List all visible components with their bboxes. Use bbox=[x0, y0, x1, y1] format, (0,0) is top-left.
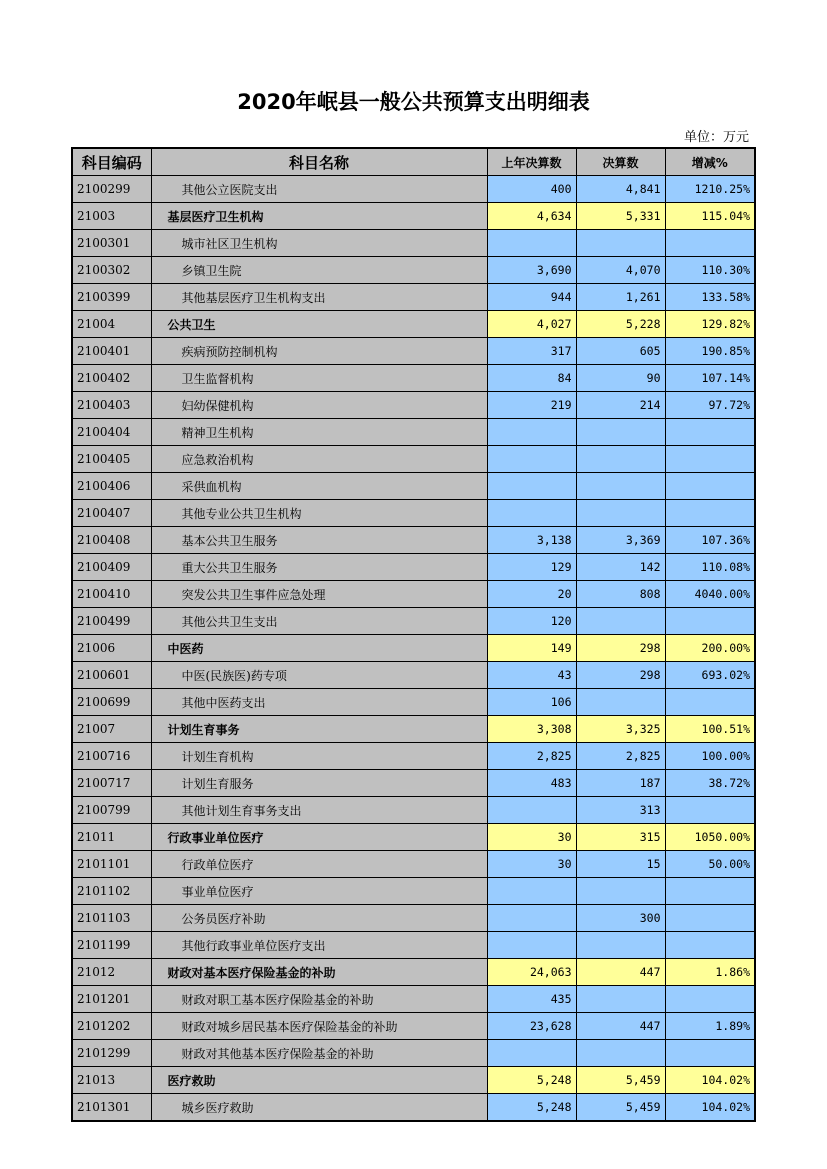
table-row bbox=[72, 716, 755, 743]
row-change-percent: 110.30% bbox=[665, 257, 755, 284]
budget-table bbox=[71, 147, 756, 1122]
row-name: 事业单位医疗 bbox=[151, 878, 487, 905]
row-name: 城乡医疗救助 bbox=[151, 1094, 487, 1122]
row-change-percent: 50.00% bbox=[665, 851, 755, 878]
table-row bbox=[72, 635, 755, 662]
row-code: 2101301 bbox=[72, 1094, 151, 1122]
row-prev-value: 20 bbox=[487, 581, 576, 608]
row-change-percent bbox=[665, 608, 755, 635]
row-actual-value: 187 bbox=[576, 770, 665, 797]
row-code: 2100408 bbox=[72, 527, 151, 554]
row-change-percent: 97.72% bbox=[665, 392, 755, 419]
row-actual-value bbox=[576, 230, 665, 257]
row-code: 21006 bbox=[72, 635, 151, 662]
row-actual-value: 90 bbox=[576, 365, 665, 392]
row-actual-value: 315 bbox=[576, 824, 665, 851]
row-change-percent bbox=[665, 797, 755, 824]
table-row bbox=[72, 932, 755, 959]
row-prev-value bbox=[487, 473, 576, 500]
row-actual-value: 5,331 bbox=[576, 203, 665, 230]
row-name: 精神卫生机构 bbox=[151, 419, 487, 446]
row-prev-value: 5,248 bbox=[487, 1094, 576, 1122]
row-name: 其他专业公共卫生机构 bbox=[151, 500, 487, 527]
row-prev-value: 5,248 bbox=[487, 1067, 576, 1094]
row-code: 2100402 bbox=[72, 365, 151, 392]
row-actual-value: 3,325 bbox=[576, 716, 665, 743]
row-actual-value: 4,841 bbox=[576, 176, 665, 203]
row-name: 计划生育事务 bbox=[151, 716, 487, 743]
table-row bbox=[72, 986, 755, 1013]
row-actual-value: 808 bbox=[576, 581, 665, 608]
row-name: 公务员医疗补助 bbox=[151, 905, 487, 932]
row-name: 城市社区卫生机构 bbox=[151, 230, 487, 257]
row-name: 行政单位医疗 bbox=[151, 851, 487, 878]
row-change-percent: 107.36% bbox=[665, 527, 755, 554]
row-actual-value: 15 bbox=[576, 851, 665, 878]
row-change-percent: 104.02% bbox=[665, 1094, 755, 1122]
row-actual-value bbox=[576, 689, 665, 716]
table-row bbox=[72, 203, 755, 230]
row-code: 2100404 bbox=[72, 419, 151, 446]
table-row bbox=[72, 824, 755, 851]
unit-label: 单位：万元 bbox=[683, 130, 749, 145]
row-name: 疾病预防控制机构 bbox=[151, 338, 487, 365]
row-prev-value: 43 bbox=[487, 662, 576, 689]
row-actual-value: 5,228 bbox=[576, 311, 665, 338]
row-name: 妇幼保健机构 bbox=[151, 392, 487, 419]
table-row bbox=[72, 851, 755, 878]
row-prev-value: 149 bbox=[487, 635, 576, 662]
row-name: 突发公共卫生事件应急处理 bbox=[151, 581, 487, 608]
row-change-percent: 100.00% bbox=[665, 743, 755, 770]
row-code: 2100403 bbox=[72, 392, 151, 419]
table-body bbox=[72, 176, 755, 1122]
table-row bbox=[72, 905, 755, 932]
row-prev-value: 944 bbox=[487, 284, 576, 311]
row-prev-value: 23,628 bbox=[487, 1013, 576, 1040]
row-code: 2101102 bbox=[72, 878, 151, 905]
table-row bbox=[72, 338, 755, 365]
row-change-percent: 1050.00% bbox=[665, 824, 755, 851]
table-row bbox=[72, 743, 755, 770]
row-name: 乡镇卫生院 bbox=[151, 257, 487, 284]
header-prev: 上年决算数 bbox=[487, 148, 576, 176]
row-name: 卫生监督机构 bbox=[151, 365, 487, 392]
row-change-percent: 107.14% bbox=[665, 365, 755, 392]
row-code: 2101101 bbox=[72, 851, 151, 878]
row-prev-value bbox=[487, 905, 576, 932]
row-change-percent: 1.86% bbox=[665, 959, 755, 986]
row-actual-value: 298 bbox=[576, 662, 665, 689]
row-name: 基本公共卫生服务 bbox=[151, 527, 487, 554]
row-change-percent bbox=[665, 500, 755, 527]
row-name: 财政对其他基本医疗保险基金的补助 bbox=[151, 1040, 487, 1067]
row-name: 其他行政事业单位医疗支出 bbox=[151, 932, 487, 959]
table-row bbox=[72, 608, 755, 635]
row-change-percent: 100.51% bbox=[665, 716, 755, 743]
row-change-percent: 104.02% bbox=[665, 1067, 755, 1094]
row-change-percent: 190.85% bbox=[665, 338, 755, 365]
row-code: 21003 bbox=[72, 203, 151, 230]
row-actual-value bbox=[576, 608, 665, 635]
row-change-percent: 38.72% bbox=[665, 770, 755, 797]
row-name: 公共卫生 bbox=[151, 311, 487, 338]
row-name: 医疗救助 bbox=[151, 1067, 487, 1094]
table-row bbox=[72, 689, 755, 716]
row-prev-value: 219 bbox=[487, 392, 576, 419]
row-code: 2101201 bbox=[72, 986, 151, 1013]
row-change-percent bbox=[665, 905, 755, 932]
row-name: 基层医疗卫生机构 bbox=[151, 203, 487, 230]
row-code: 21013 bbox=[72, 1067, 151, 1094]
row-actual-value: 5,459 bbox=[576, 1067, 665, 1094]
table-row bbox=[72, 176, 755, 203]
row-change-percent bbox=[665, 932, 755, 959]
row-actual-value bbox=[576, 986, 665, 1013]
row-actual-value: 605 bbox=[576, 338, 665, 365]
row-prev-value: 106 bbox=[487, 689, 576, 716]
row-prev-value bbox=[487, 797, 576, 824]
table-row bbox=[72, 473, 755, 500]
row-actual-value bbox=[576, 419, 665, 446]
header-code: 科目编码 bbox=[72, 148, 151, 176]
page-title: 2020年岷县一般公共预算支出明细表 bbox=[237, 90, 590, 114]
row-name: 其他计划生育事务支出 bbox=[151, 797, 487, 824]
row-actual-value bbox=[576, 446, 665, 473]
row-prev-value bbox=[487, 419, 576, 446]
row-name: 财政对城乡居民基本医疗保险基金的补助 bbox=[151, 1013, 487, 1040]
row-prev-value: 3,138 bbox=[487, 527, 576, 554]
row-change-percent bbox=[665, 1040, 755, 1067]
row-code: 21011 bbox=[72, 824, 151, 851]
row-code: 21004 bbox=[72, 311, 151, 338]
row-change-percent bbox=[665, 446, 755, 473]
row-code: 2100717 bbox=[72, 770, 151, 797]
row-prev-value: 30 bbox=[487, 851, 576, 878]
row-name: 重大公共卫生服务 bbox=[151, 554, 487, 581]
table-row bbox=[72, 365, 755, 392]
row-change-percent bbox=[665, 986, 755, 1013]
row-code: 2101299 bbox=[72, 1040, 151, 1067]
row-name: 计划生育机构 bbox=[151, 743, 487, 770]
row-code: 2100716 bbox=[72, 743, 151, 770]
header-name: 科目名称 bbox=[151, 148, 487, 176]
row-prev-value: 84 bbox=[487, 365, 576, 392]
row-name: 中医(民族医)药专项 bbox=[151, 662, 487, 689]
table-row bbox=[72, 581, 755, 608]
table-row bbox=[72, 257, 755, 284]
header-change: 增减% bbox=[665, 148, 755, 176]
table-row bbox=[72, 1040, 755, 1067]
row-name: 财政对基本医疗保险基金的补助 bbox=[151, 959, 487, 986]
row-code: 2100299 bbox=[72, 176, 151, 203]
row-code: 2100799 bbox=[72, 797, 151, 824]
row-actual-value: 447 bbox=[576, 959, 665, 986]
row-code: 2101103 bbox=[72, 905, 151, 932]
table-row bbox=[72, 527, 755, 554]
row-name: 其他基层医疗卫生机构支出 bbox=[151, 284, 487, 311]
row-actual-value: 142 bbox=[576, 554, 665, 581]
row-code: 2100405 bbox=[72, 446, 151, 473]
row-code: 2100499 bbox=[72, 608, 151, 635]
header-actual: 决算数 bbox=[576, 148, 665, 176]
row-actual-value: 300 bbox=[576, 905, 665, 932]
row-prev-value: 30 bbox=[487, 824, 576, 851]
table-row bbox=[72, 959, 755, 986]
table-row bbox=[72, 554, 755, 581]
row-name: 其他公立医院支出 bbox=[151, 176, 487, 203]
table-row bbox=[72, 230, 755, 257]
row-actual-value: 3,369 bbox=[576, 527, 665, 554]
table-row bbox=[72, 878, 755, 905]
row-change-percent bbox=[665, 473, 755, 500]
row-code: 2101199 bbox=[72, 932, 151, 959]
row-code: 2100407 bbox=[72, 500, 151, 527]
row-actual-value: 313 bbox=[576, 797, 665, 824]
row-change-percent: 110.08% bbox=[665, 554, 755, 581]
row-code: 2100699 bbox=[72, 689, 151, 716]
row-prev-value: 4,634 bbox=[487, 203, 576, 230]
table-row bbox=[72, 392, 755, 419]
row-change-percent: 115.04% bbox=[665, 203, 755, 230]
row-prev-value bbox=[487, 230, 576, 257]
row-prev-value: 120 bbox=[487, 608, 576, 635]
row-code: 2100401 bbox=[72, 338, 151, 365]
table-row bbox=[72, 1013, 755, 1040]
row-actual-value: 214 bbox=[576, 392, 665, 419]
row-prev-value bbox=[487, 446, 576, 473]
row-code: 21012 bbox=[72, 959, 151, 986]
row-prev-value bbox=[487, 500, 576, 527]
row-prev-value: 2,825 bbox=[487, 743, 576, 770]
row-change-percent: 129.82% bbox=[665, 311, 755, 338]
row-change-percent bbox=[665, 419, 755, 446]
row-actual-value: 5,459 bbox=[576, 1094, 665, 1122]
row-prev-value: 3,690 bbox=[487, 257, 576, 284]
row-code: 2100406 bbox=[72, 473, 151, 500]
row-prev-value bbox=[487, 878, 576, 905]
row-prev-value: 129 bbox=[487, 554, 576, 581]
row-prev-value bbox=[487, 932, 576, 959]
row-code: 2100301 bbox=[72, 230, 151, 257]
row-code: 2101202 bbox=[72, 1013, 151, 1040]
row-change-percent bbox=[665, 689, 755, 716]
row-actual-value bbox=[576, 1040, 665, 1067]
table-row bbox=[72, 446, 755, 473]
row-change-percent: 1210.25% bbox=[665, 176, 755, 203]
row-change-percent bbox=[665, 230, 755, 257]
row-actual-value: 2,825 bbox=[576, 743, 665, 770]
table-row bbox=[72, 1094, 755, 1122]
table-header-row bbox=[72, 148, 755, 176]
row-change-percent: 4040.00% bbox=[665, 581, 755, 608]
row-name: 中医药 bbox=[151, 635, 487, 662]
row-name: 其他中医药支出 bbox=[151, 689, 487, 716]
row-name: 采供血机构 bbox=[151, 473, 487, 500]
row-actual-value bbox=[576, 473, 665, 500]
table-row bbox=[72, 500, 755, 527]
table-row bbox=[72, 1067, 755, 1094]
row-change-percent: 133.58% bbox=[665, 284, 755, 311]
row-prev-value: 4,027 bbox=[487, 311, 576, 338]
row-actual-value: 4,070 bbox=[576, 257, 665, 284]
table-row bbox=[72, 770, 755, 797]
row-code: 2100399 bbox=[72, 284, 151, 311]
table-row bbox=[72, 662, 755, 689]
row-code: 21007 bbox=[72, 716, 151, 743]
row-prev-value: 400 bbox=[487, 176, 576, 203]
row-prev-value: 24,063 bbox=[487, 959, 576, 986]
row-code: 2100409 bbox=[72, 554, 151, 581]
table-row bbox=[72, 284, 755, 311]
row-prev-value: 435 bbox=[487, 986, 576, 1013]
row-code: 2100410 bbox=[72, 581, 151, 608]
row-name: 应急救治机构 bbox=[151, 446, 487, 473]
row-prev-value: 483 bbox=[487, 770, 576, 797]
row-change-percent: 693.02% bbox=[665, 662, 755, 689]
row-change-percent: 200.00% bbox=[665, 635, 755, 662]
row-actual-value bbox=[576, 500, 665, 527]
row-name: 财政对职工基本医疗保险基金的补助 bbox=[151, 986, 487, 1013]
row-name: 计划生育服务 bbox=[151, 770, 487, 797]
row-name: 行政事业单位医疗 bbox=[151, 824, 487, 851]
row-code: 2100601 bbox=[72, 662, 151, 689]
row-actual-value: 298 bbox=[576, 635, 665, 662]
row-actual-value bbox=[576, 932, 665, 959]
row-actual-value bbox=[576, 878, 665, 905]
table-row bbox=[72, 797, 755, 824]
row-change-percent bbox=[665, 878, 755, 905]
row-actual-value: 447 bbox=[576, 1013, 665, 1040]
row-prev-value: 317 bbox=[487, 338, 576, 365]
row-actual-value: 1,261 bbox=[576, 284, 665, 311]
row-name: 其他公共卫生支出 bbox=[151, 608, 487, 635]
row-code: 2100302 bbox=[72, 257, 151, 284]
row-change-percent: 1.89% bbox=[665, 1013, 755, 1040]
row-prev-value: 3,308 bbox=[487, 716, 576, 743]
row-prev-value bbox=[487, 1040, 576, 1067]
table-row bbox=[72, 419, 755, 446]
table-row bbox=[72, 311, 755, 338]
